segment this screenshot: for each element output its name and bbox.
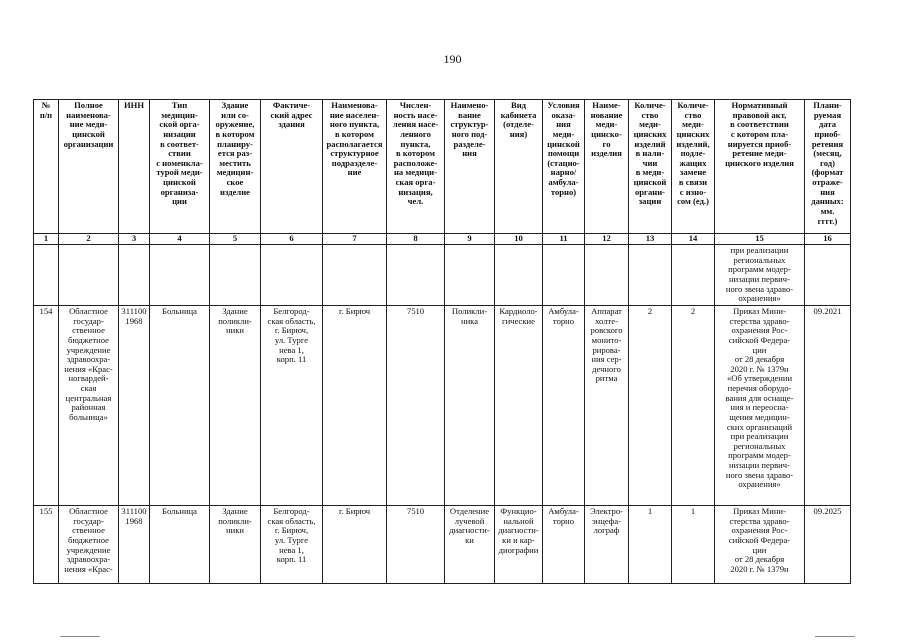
equipment-table — [33, 99, 851, 584]
population: 7510 — [387, 306, 445, 506]
locality: г. Бирюч — [323, 306, 387, 506]
scan-edge-mark — [60, 636, 100, 637]
inn: 311100 1968 — [119, 506, 150, 584]
care-conditions: Амбула- торно — [543, 506, 585, 584]
header-cell: Наимено- вание структур- ного под- разделе- ния — [445, 100, 495, 234]
population: 7510 — [387, 506, 445, 584]
column-number: 14 — [672, 234, 715, 245]
row-number: 154 — [34, 306, 59, 506]
inn: 311100 1968 — [119, 306, 150, 506]
org-name: Областное государ- ственное бюджетное учреждение здравоохра- нения «Крас- ногвардей- ская центральная районная больница» — [59, 306, 119, 506]
table-row — [34, 306, 851, 506]
column-number: 6 — [261, 234, 323, 245]
header-cell: ИНН — [119, 100, 150, 234]
header-cell: Полное наименова- ние меди- цинской организации — [59, 100, 119, 234]
qty-available: 1 — [629, 506, 672, 584]
header-cell: Вид кабинета (отделе- ния) — [495, 100, 543, 234]
building: Здание поликли- ники — [210, 506, 261, 584]
scan-edge-mark — [815, 636, 855, 637]
device-name: Аппарат холте- ровского монито- рирова- ния сер- дечного ритма — [585, 306, 629, 506]
header-cell: Числен- ность насе- ления насе- ленного пункта, в котором расположе- на медици- ская орга- низация, чел. — [387, 100, 445, 234]
header-cell: Нормативный правовой акт, в соответствии с котором пла- нируется приоб- ретение меди- цинского изделия — [715, 100, 805, 234]
building: Здание поликли- ники — [210, 306, 261, 506]
qty-replace: 2 — [672, 306, 715, 506]
column-number: 1 — [34, 234, 59, 245]
header-cell: Условия оказа- ния меди- цинской помощи (стацио- нарно/ амбула- торно) — [543, 100, 585, 234]
header-cell: Плани- руемая дата приоб- ретения (месяц, год) (формат отраже- ния данных: мм. гггг.) — [805, 100, 851, 234]
header-cell: Тип медицин- ской орга- низации в соответ- ствии с номенкла- турой меди- цинской организа- ции — [150, 100, 210, 234]
header-cell: Наименова- ние населен- ного пункта, в котором располагается структурное подразделе- ние — [323, 100, 387, 234]
continuation-text: при реализации региональных программ модер- низации первич- ного звена здраво- охранения» — [715, 245, 805, 306]
column-number: 2 — [59, 234, 119, 245]
unit-name: Отделение лучевой диагности- ки — [445, 506, 495, 584]
header-row — [34, 100, 851, 234]
column-number: 5 — [210, 234, 261, 245]
column-number: 3 — [119, 234, 150, 245]
header-cell: Фактиче- ский адрес здания — [261, 100, 323, 234]
org-type: Больница — [150, 306, 210, 506]
header-cell: Наиме- нование меди- цинско- го изделия — [585, 100, 629, 234]
column-number: 15 — [715, 234, 805, 245]
unit-name: Поликли- ника — [445, 306, 495, 506]
column-number: 7 — [323, 234, 387, 245]
planned-date: 09.2021 — [805, 306, 851, 506]
header-cell: Количе- ство меди- цинских изделий в нали- чии в меди- цинской органи- зации — [629, 100, 672, 234]
care-conditions: Амбула- торно — [543, 306, 585, 506]
column-number: 8 — [387, 234, 445, 245]
legal-act: Приказ Мини- стерства здраво- охранения Рос- сийской Федера- ции от 28 декабря 2020 г. № 1379н «Об утверждении перечня оборудо- вания для оснаще- ния и переосна- щения медицин- ских организаций при реализации региональных программ модер- низации первич- ного звена здраво- охранения» — [715, 306, 805, 506]
row-number: 155 — [34, 506, 59, 584]
address: Белгород- ская область, г. Бирюч, ул. Турге нева 1, корп. 11 — [261, 306, 323, 506]
cabinet-type: Функцио- нальной диагности- ки и кар- диографии — [495, 506, 543, 584]
org-type: Больница — [150, 506, 210, 584]
header-cell: Здание или со- оружение, в котором планиру- ется раз- местить медицин- ское изделие — [210, 100, 261, 234]
locality: г. Бирюч — [323, 506, 387, 584]
column-number-row — [34, 234, 851, 245]
header-cell: № п/п — [34, 100, 59, 234]
device-name: Электро- энцефа- лограф — [585, 506, 629, 584]
column-number: 9 — [445, 234, 495, 245]
table-row — [34, 506, 851, 584]
address: Белгород- ская область, г. Бирюч, ул. Турге нева 1, корп. 11 — [261, 506, 323, 584]
column-number: 4 — [150, 234, 210, 245]
continuation-row — [34, 245, 851, 306]
legal-act: Приказ Мини- стерства здраво- охранения Рос- сийской Федера- ции от 28 декабря 2020 г. № 1379н — [715, 506, 805, 584]
qty-available: 2 — [629, 306, 672, 506]
column-number: 12 — [585, 234, 629, 245]
column-number: 16 — [805, 234, 851, 245]
column-number: 13 — [629, 234, 672, 245]
cabinet-type: Кардиоло- гические — [495, 306, 543, 506]
header-cell: Количе- ство меди- цинских изделий, подле- жащих замене в связи с изно- сом (ед.) — [672, 100, 715, 234]
column-number: 11 — [543, 234, 585, 245]
org-name: Областное государ- ственное бюджетное учреждение здравоохра- нения «Крас- — [59, 506, 119, 584]
page-number: 190 — [443, 52, 462, 66]
planned-date: 09.2025 — [805, 506, 851, 584]
qty-replace: 1 — [672, 506, 715, 584]
column-number: 10 — [495, 234, 543, 245]
